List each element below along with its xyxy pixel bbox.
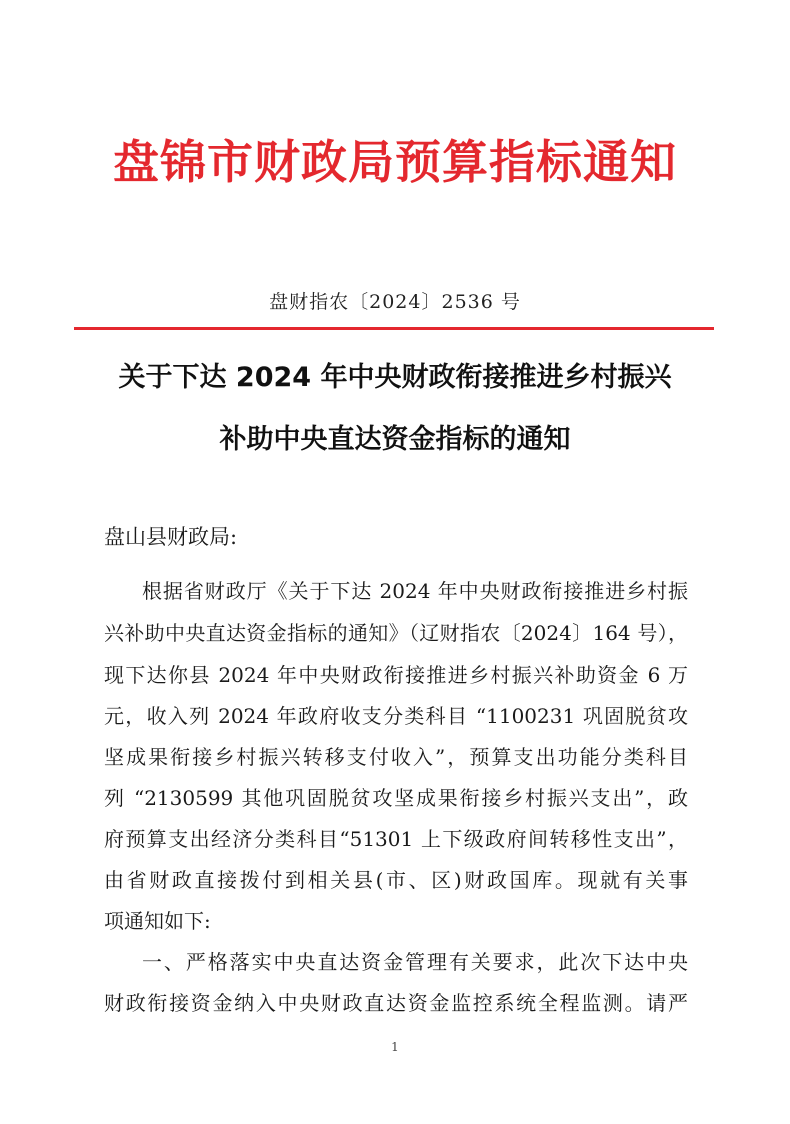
notice-title-line-1: 关于下达 2024 年中央财政衔接推进乡村振兴 — [118, 362, 672, 393]
body-line: 兴补助中央直达资金指标的通知》（辽财指农〔2024〕164 号）， — [104, 621, 688, 645]
body-line: 现下达你县 2024 年中央财政衔接推进乡村振兴补助资金 6 万 — [104, 663, 688, 687]
body-line: 根据省财政厅《关于下达 2024 年中央财政衔接推进乡村振 — [142, 579, 688, 603]
addressee: 盘山县财政局: — [104, 525, 238, 549]
body-line: 坚成果衔接乡村振兴转移支付收入”，预算支出功能分类科目 — [104, 745, 688, 769]
body-line: 列 “2130599 其他巩固脱贫攻坚成果衔接乡村振兴支出”，政 — [104, 786, 688, 810]
notice-title-line-2: 补助中央直达资金指标的通知 — [219, 424, 571, 455]
document-number: 盘财指农〔2024〕2536 号 — [269, 291, 521, 313]
body-line: 府预算支出经济分类科目“51301 上下级政府间转移性支出”， — [104, 827, 688, 851]
issuer-header-title: 盘锦市财政局预算指标通知 — [113, 135, 677, 189]
body-line: 财政衔接资金纳入中央财政直达资金监控系统全程监测。请严 — [104, 991, 688, 1015]
body-line: 一、严格落实中央直达资金管理有关要求，此次下达中央 — [142, 950, 688, 974]
red-divider-line — [74, 327, 714, 330]
body-line: 项通知如下: — [104, 909, 211, 933]
body-line: 由省财政直接拨付到相关县(市、区)财政国库。现就有关事 — [104, 868, 688, 892]
body-line: 元，收入列 2024 年政府收支分类科目 “1100231 巩固脱贫攻 — [104, 704, 688, 728]
page-number: 1 — [391, 1040, 399, 1054]
